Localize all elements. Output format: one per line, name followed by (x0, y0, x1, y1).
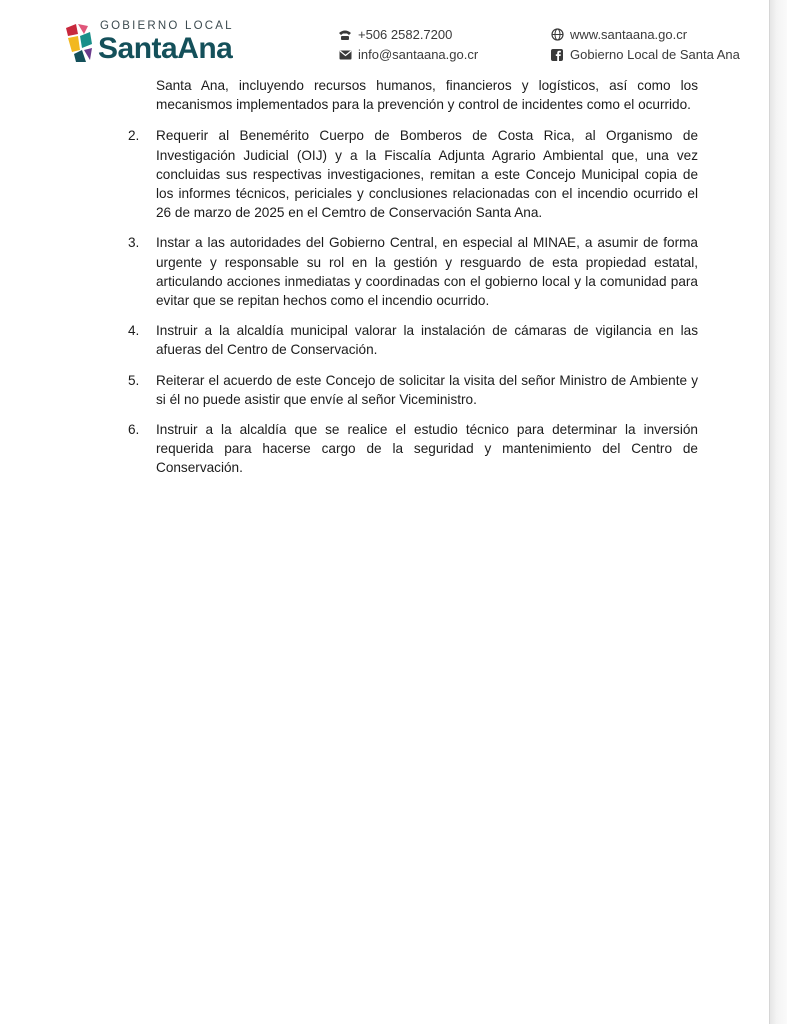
facebook-page: Gobierno Local de Santa Ana (570, 47, 740, 62)
item-text: Instruir a la alcaldía municipal valorar la instalación de cámaras de vigilancia en las afueras del Centro de Conservación. (156, 323, 698, 358)
item-text: Instruir a la alcaldía que se realice el estudio técnico para determinar la inversión requerida para hacerse cargo de la seguridad y mantenimiento del Centro de Conservación. (156, 422, 698, 476)
logo-title: SantaAna (98, 32, 233, 65)
list-item (128, 126, 698, 222)
item-text: Requerir al Benemérito Cuerpo de Bomberos de Costa Rica, al Organismo de Investigación Judicial (OIJ) y a la Fiscalía Adjunta Agrario Ambiental que, una vez concluidas sus respectivas investigaciones, remitan a este Concejo Municipal copia de los informes técnicos, periciales y conclusiones relacionadas con el incendio ocurrido el 26 de marzo de 2025 en el Cemtro de Conservación Santa Ana. (156, 128, 698, 221)
website-url: www.santaana.go.cr (570, 27, 688, 42)
list-item (128, 233, 698, 310)
list-item (128, 420, 698, 478)
facebook-contact (550, 47, 740, 62)
item-number: 6. (128, 422, 140, 438)
email-address: info@santaana.go.cr (358, 47, 479, 62)
letterhead (60, 14, 760, 70)
list-item (128, 321, 698, 359)
item-number: 3. (128, 235, 140, 251)
phone-number: +506 2582.7200 (358, 27, 453, 42)
website-contact (550, 27, 687, 42)
document-body (128, 76, 698, 489)
globe-icon (550, 28, 564, 42)
item-number: 5. (128, 372, 140, 388)
item-number: 4. (128, 323, 140, 339)
phone-icon (338, 28, 352, 42)
logo-subtitle: GOBIERNO LOCAL (100, 20, 234, 32)
item-number: 2. (128, 128, 140, 144)
item-text: Instar a las autoridades del Gobierno Central, en especial al MINAE, a asumir de forma urgente y responsable su rol en la gestión y resguardo de esta propiedad estatal, articulando acciones inmediatas y coordinadas con el gobierno local y la comunidad para evitar que se repitan hechos como el incendio ocurrido. (156, 235, 698, 309)
mail-icon (338, 48, 352, 62)
phone-contact (338, 27, 452, 42)
continuation-paragraph: Santa Ana, incluyendo recursos humanos, financieros y logísticos, así como los mecanismos implementados para la prevención y control de incidentes como el ocurrido. (156, 78, 698, 113)
item-text: Reiterar el acuerdo de este Concejo de solicitar la visita del señor Ministro de Ambiente y si él no puede asistir que envíe al señor Viceministro. (156, 372, 698, 407)
facebook-icon (550, 48, 564, 62)
list-item (128, 371, 698, 409)
email-contact (338, 47, 478, 62)
page-edge (769, 0, 787, 1024)
santa-ana-logo-icon (64, 22, 96, 64)
